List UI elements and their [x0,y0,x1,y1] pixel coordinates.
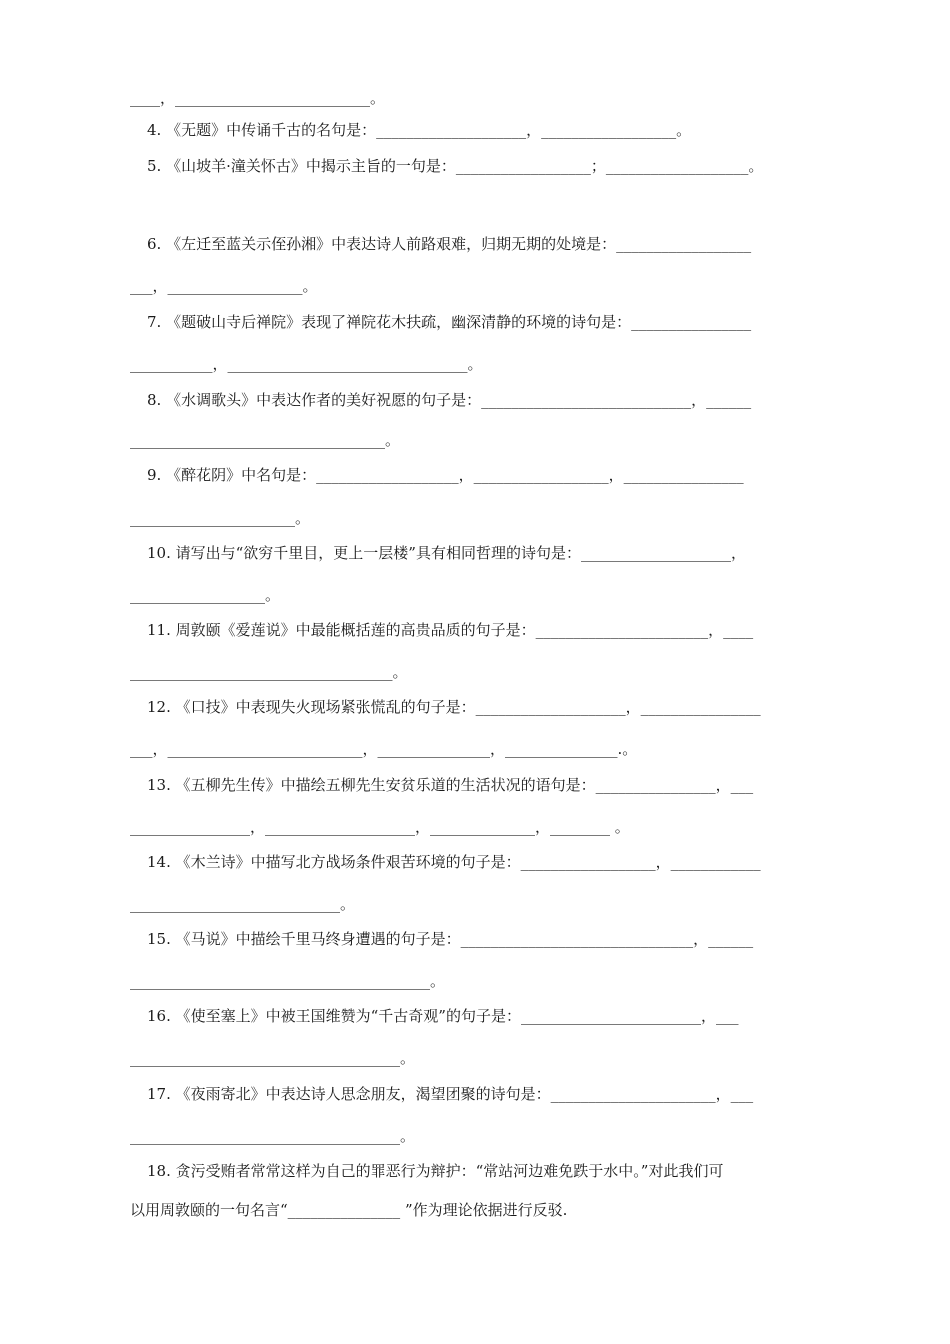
question-line: 13. 《五柳先生传》中描绘五柳先生安贫乐道的生活状况的语句是：________________，___ [147,776,754,794]
question-line: 16. 《使至塞上》中被王国维赞为“千古奇观”的句子是：________________________，___ [147,1007,739,1025]
question-line: 15. 《马说》中描绘千里马终身遭遇的句子是：_______________________________，______ [147,930,754,948]
question-line: 9. 《醉花阴》中名句是：___________________，__________________，________________ [147,466,744,484]
question-line: 7. 《题破山寺后禅院》表现了禅院花木扶疏，幽深清静的环境的诗句是：________________ [147,313,752,331]
continuation-line: __________________。 [130,586,281,604]
continuation-line: ___________________________________。 [130,663,408,681]
question-line: 11. 周敦颐《爱莲说》中最能概括莲的高贵品质的句子是：_______________________，____ [147,621,754,639]
continuation-line: ________________，____________________，______________，________ 。 [130,818,630,836]
continuation-line: ____________________________________。 [130,1127,416,1145]
question-line: 5. 《山坡羊·潼关怀古》中揭示主旨的一句是：__________________；___________________。 [147,157,764,175]
continuation-line: ___，__________________________，_______________，_______________.。 [130,740,638,758]
continuation-line: ______________________。 [130,509,311,527]
question-line: 6. 《左迁至蓝关示侄孙湘》中表达诗人前路艰难，归期无期的处境是：__________________ [147,235,752,253]
continuation-line: ____________________________。 [130,895,356,913]
continuation-line: 以用周敦颐的一句名言“_______________ ”作为理论依据进行反驳. [130,1201,568,1219]
continuation-line: ____，__________________________。 [130,89,386,107]
question-line: 18. 贪污受贿者常常这样为自己的罪恶行为辩护：“常站河边难免跌于水中。”对此我们可 [147,1162,724,1180]
continuation-line: ___，__________________。 [130,277,318,295]
continuation-line: __________________________________。 [130,431,401,449]
question-line: 8. 《水调歌头》中表达作者的美好祝愿的句子是：____________________________，______ [147,391,752,409]
continuation-line: ____________________________________。 [130,1049,416,1067]
continuation-line: ___________，________________________________。 [130,355,483,373]
question-line: 14. 《木兰诗》中描写北方战场条件艰苦环境的句子是：__________________，____________ [147,853,761,871]
question-line: 12. 《口技》中表现失火现场紧张慌乱的句子是：____________________，________________ [147,698,761,716]
question-line: 4. 《无题》中传诵千古的名句是：____________________，__________________。 [147,121,692,139]
question-line: 17. 《夜雨寄北》中表达诗人思念朋友，渴望团聚的诗句是：______________________，___ [147,1085,754,1103]
continuation-line: ________________________________________。 [130,972,446,990]
question-line: 10. 请写出与“欲穷千里目，更上一层楼”具有相同哲理的诗句是：____________________， [147,544,746,562]
